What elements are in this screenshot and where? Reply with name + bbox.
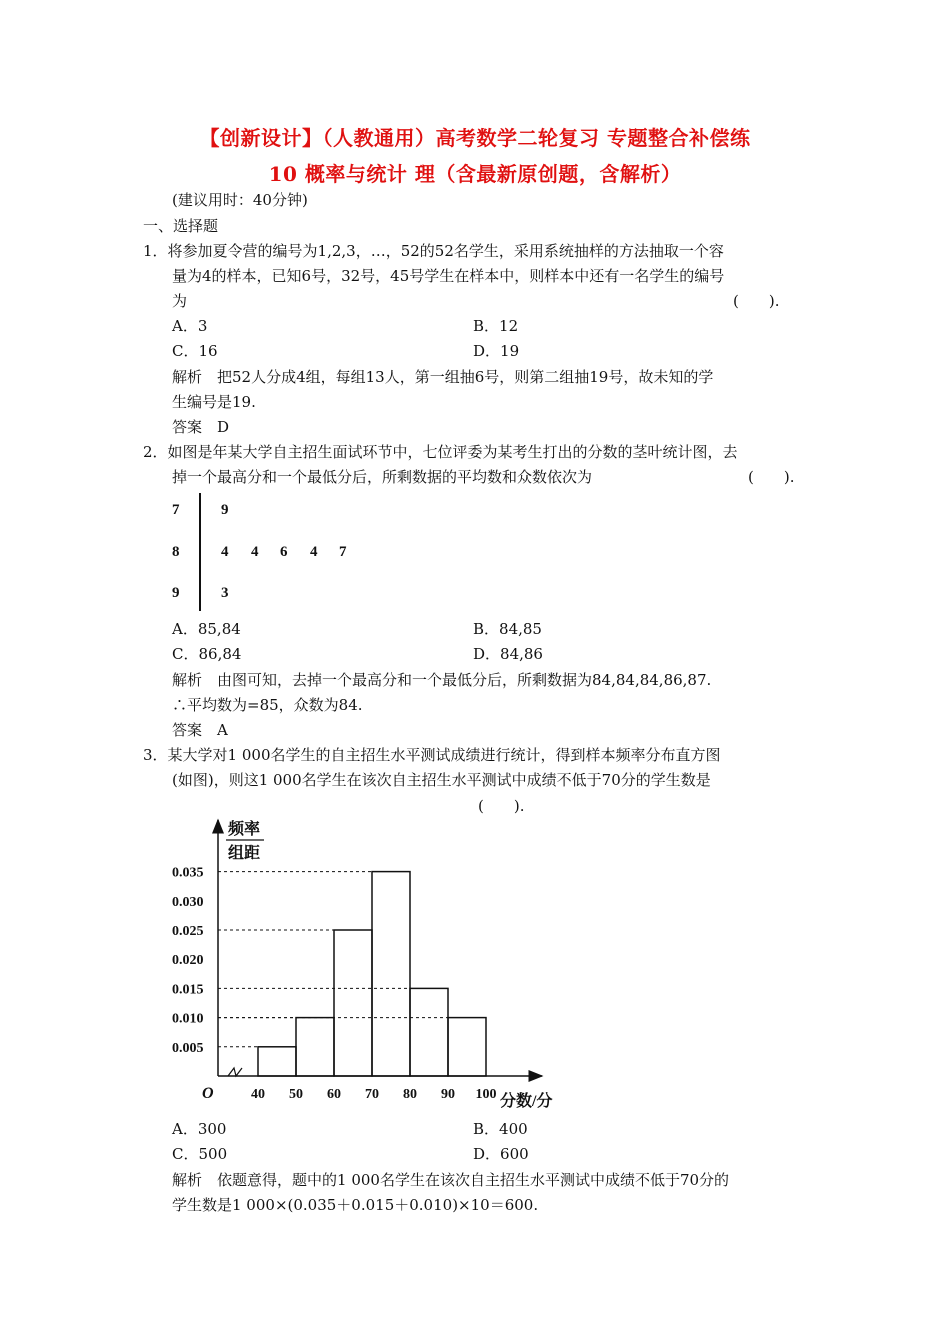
q1-option-b: B．12 xyxy=(473,317,519,335)
histogram-bar-50-60 xyxy=(296,1018,334,1076)
histogram-bar-70-80 xyxy=(372,872,410,1076)
q1-analysis-line1: 解析 把52人分成4组，每组13人，第一组抽6号，则第二组抽19号，故未知的学 xyxy=(172,368,714,386)
stem-9: 9 xyxy=(172,585,180,601)
histogram-bar-60-70 xyxy=(334,930,372,1076)
q1-line3: 为 xyxy=(172,292,188,310)
q3-option-b: B．400 xyxy=(473,1120,528,1138)
histogram-bar-80-90 xyxy=(410,988,448,1076)
leaf-9-1: 3 xyxy=(221,585,229,601)
x-tick-label-100: 100 xyxy=(475,1087,497,1102)
q2-answer: 答案 A xyxy=(172,721,228,739)
y-tick-label-0.015: 0.015 xyxy=(172,982,204,998)
x-tick-label-70: 70 xyxy=(365,1087,379,1102)
y-tick-label-0.020: 0.020 xyxy=(172,953,204,969)
doc-title-line2: 10 概率与统计 理（含最新原创题，含解析） xyxy=(268,162,682,186)
axis-break-mark xyxy=(228,1068,242,1076)
section-heading: 一、选择题 xyxy=(143,217,219,235)
x-tick-label-50: 50 xyxy=(289,1087,303,1102)
x-tick-label-60: 60 xyxy=(327,1087,341,1102)
q1-option-a: A．3 xyxy=(172,317,208,335)
q1-line2: 量为4的样本，已知6号，32号，45号学生在样本中，则样本中还有一名学生的编号 xyxy=(172,267,725,285)
x-tick-label-40: 40 xyxy=(251,1087,265,1102)
q2-analysis-line1: 解析 由图可知，去掉一个最高分和一个最低分后，所剩数据为84,84,84,86,87. xyxy=(172,671,712,689)
q1-analysis-line2: 生编号是19. xyxy=(172,393,256,411)
x-tick-label-80: 80 xyxy=(403,1087,417,1102)
leaf-8-1: 4 xyxy=(221,544,229,560)
histogram-bar-90-100 xyxy=(448,1018,486,1076)
q2-answer-paren: ( ). xyxy=(748,468,795,486)
y-tick-label-0.025: 0.025 xyxy=(172,924,204,939)
q3-line1: 3．某大学对1 000名学生的自主招生水平测试成绩进行统计，得到样本频率分布直方图 xyxy=(143,746,721,764)
q1-answer-paren: ( ). xyxy=(733,292,780,310)
q3-analysis-line2: 学生数是1 000×(0.035＋0.015＋0.010)×10＝600. xyxy=(172,1196,539,1214)
stem-8: 8 xyxy=(172,544,180,560)
y-tick-label-0.035: 0.035 xyxy=(172,865,204,881)
y-axis-title-bottom: 组距 xyxy=(228,845,261,862)
q2-option-a: A．85,84 xyxy=(172,620,241,638)
q1-option-d: D．19 xyxy=(473,342,520,360)
q3-option-a: A．300 xyxy=(172,1120,227,1138)
x-axis-title: 分数/分 xyxy=(500,1093,553,1110)
q2-option-c: C．86,84 xyxy=(172,645,242,663)
q1-option-c: C．16 xyxy=(172,342,218,360)
doc-title-line1: 【创新设计】（人教通用）高考数学二轮复习 专题整合补偿练 xyxy=(199,126,751,150)
q3-option-d: D．600 xyxy=(473,1145,529,1163)
x-tick-label-90: 90 xyxy=(441,1087,455,1102)
origin-label: O xyxy=(202,1085,214,1102)
q3-option-c: C．500 xyxy=(172,1145,228,1163)
y-tick-label-0.010: 0.010 xyxy=(172,1011,204,1027)
q3-analysis-line1: 解析 依题意得，题中的1 000名学生在该次自主招生水平测试中成绩不低于70分的 xyxy=(172,1171,730,1189)
leaf-8-2: 4 xyxy=(251,544,259,560)
leaf-8-3: 6 xyxy=(280,544,288,560)
q1-line1: 1．将参加夏令营的编号为1,2,3，…，52的52名学生，采用系统抽样的方法抽取一个容 xyxy=(143,242,724,260)
leaf-8-4: 4 xyxy=(310,544,318,560)
q3-answer-paren: ( ). xyxy=(478,797,525,815)
y-tick-label-0.030: 0.030 xyxy=(172,894,204,910)
histogram-bar-40-50 xyxy=(258,1047,296,1076)
stem-leaf-divider xyxy=(199,493,201,611)
stem-7: 7 xyxy=(172,502,180,518)
frequency-histogram xyxy=(160,812,580,1132)
q2-line2: 掉一个最高分和一个最低分后，所剩数据的平均数和众数依次为 xyxy=(172,468,593,486)
q3-line2: (如图)，则这1 000名学生在该次自主招生水平测试中成绩不低于70分的学生数是 xyxy=(172,771,711,789)
q1-answer: 答案 D xyxy=(172,418,230,436)
y-tick-label-0.005: 0.005 xyxy=(172,1040,204,1056)
leaf-8-5: 7 xyxy=(339,544,347,560)
leaf-7-1: 9 xyxy=(221,502,229,518)
q2-option-b: B．84,85 xyxy=(473,620,542,638)
q2-option-d: D．84,86 xyxy=(473,645,543,663)
y-axis-title-top: 频率 xyxy=(228,821,261,838)
suggested-time: (建议用时：40分钟) xyxy=(172,191,308,209)
q2-line1: 2．如图是年某大学自主招生面试环节中，七位评委为某考生打出的分数的茎叶统计图，去 xyxy=(143,443,738,461)
q2-analysis-line2: ∴平均数为=85，众数为84. xyxy=(172,696,363,714)
